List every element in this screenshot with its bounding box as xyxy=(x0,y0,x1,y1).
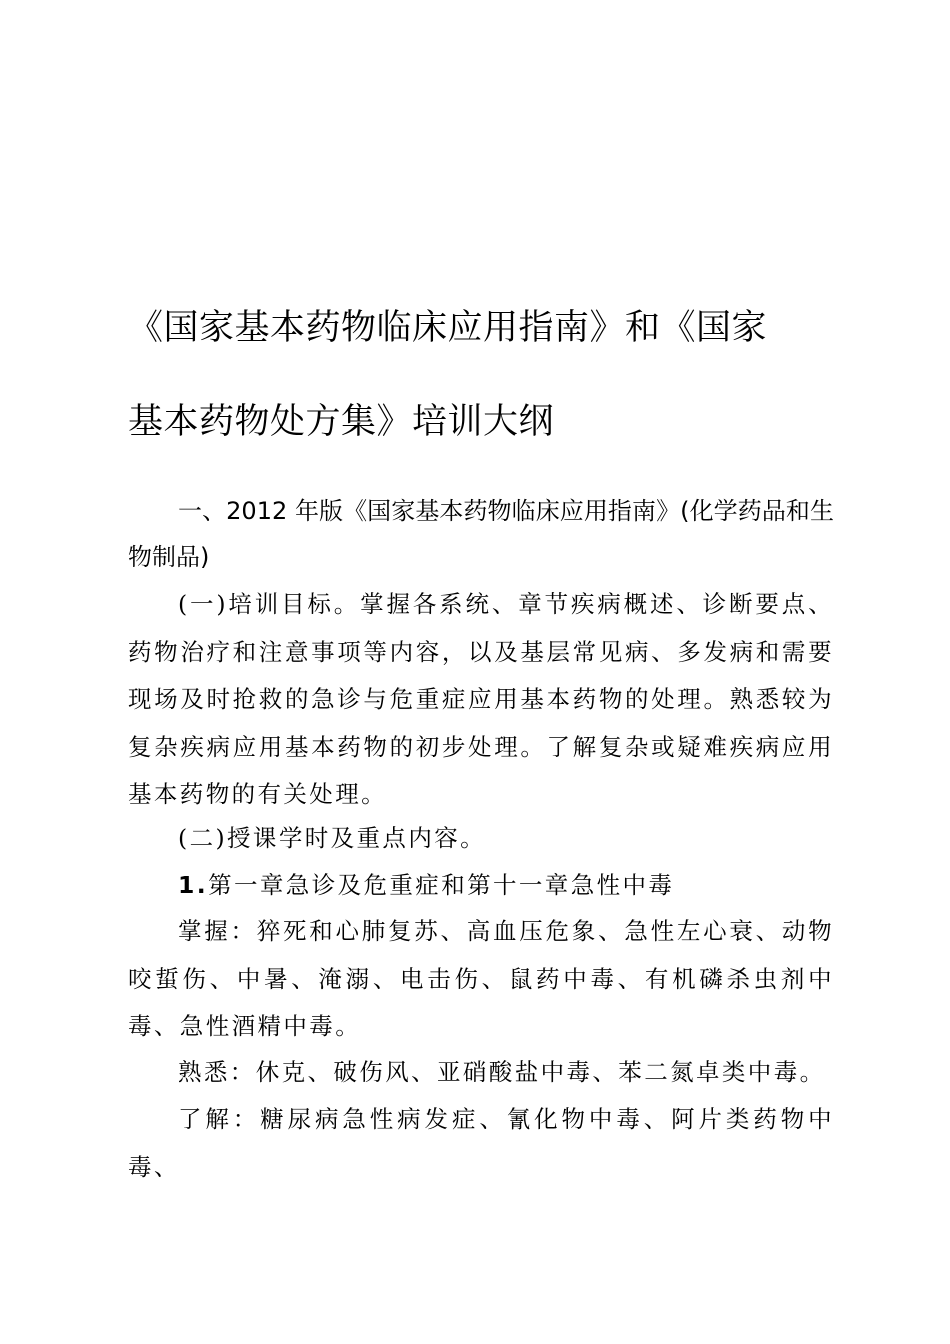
master-paragraph: 掌握：猝死和心肺复苏、高血压危象、急性左心衰、动物咬蜇伤、中暑、淹溺、电击伤、鼠药中毒、有机磷杀虫剂中毒、急性酒精中毒。 xyxy=(128,917,834,1040)
document-title-line-2: 基本药物处方集》培训大纲 xyxy=(128,402,555,442)
chapter-1-number: 1. xyxy=(178,871,209,899)
training-goal-paragraph: (一)培训目标。掌握各系统、章节疾病概述、诊断要点、药物治疗和注意事项等内容，以及基层常见病、多发病和需要现场及时抢救的急诊与危重症应用基本药物的处理。熟悉较为复杂疾病应用基本药物的初步处理。了解复杂或疑难疾病应用基本药物的有关处理。 xyxy=(128,590,834,808)
familiar-paragraph: 熟悉：休克、破伤风、亚硝酸盐中毒、苯二氮卓类中毒。 xyxy=(178,1058,826,1086)
document-title-line-1: 《国家基本药物临床应用指南》和《国家 xyxy=(128,308,768,348)
teaching-hours-paragraph: (二)授课学时及重点内容。 xyxy=(178,824,487,852)
section-1-heading: 一、2012 年版《国家基本药物临床应用指南》(化学药品和生物制品) xyxy=(128,497,834,571)
chapter-1-heading xyxy=(128,862,834,910)
chapter-1-text: 第一章急诊及危重症和第十一章急性中毒 xyxy=(208,871,675,899)
know-paragraph: 了解：糖尿病急性病发症、氰化物中毒、阿片类药物中毒、 xyxy=(128,1105,834,1181)
